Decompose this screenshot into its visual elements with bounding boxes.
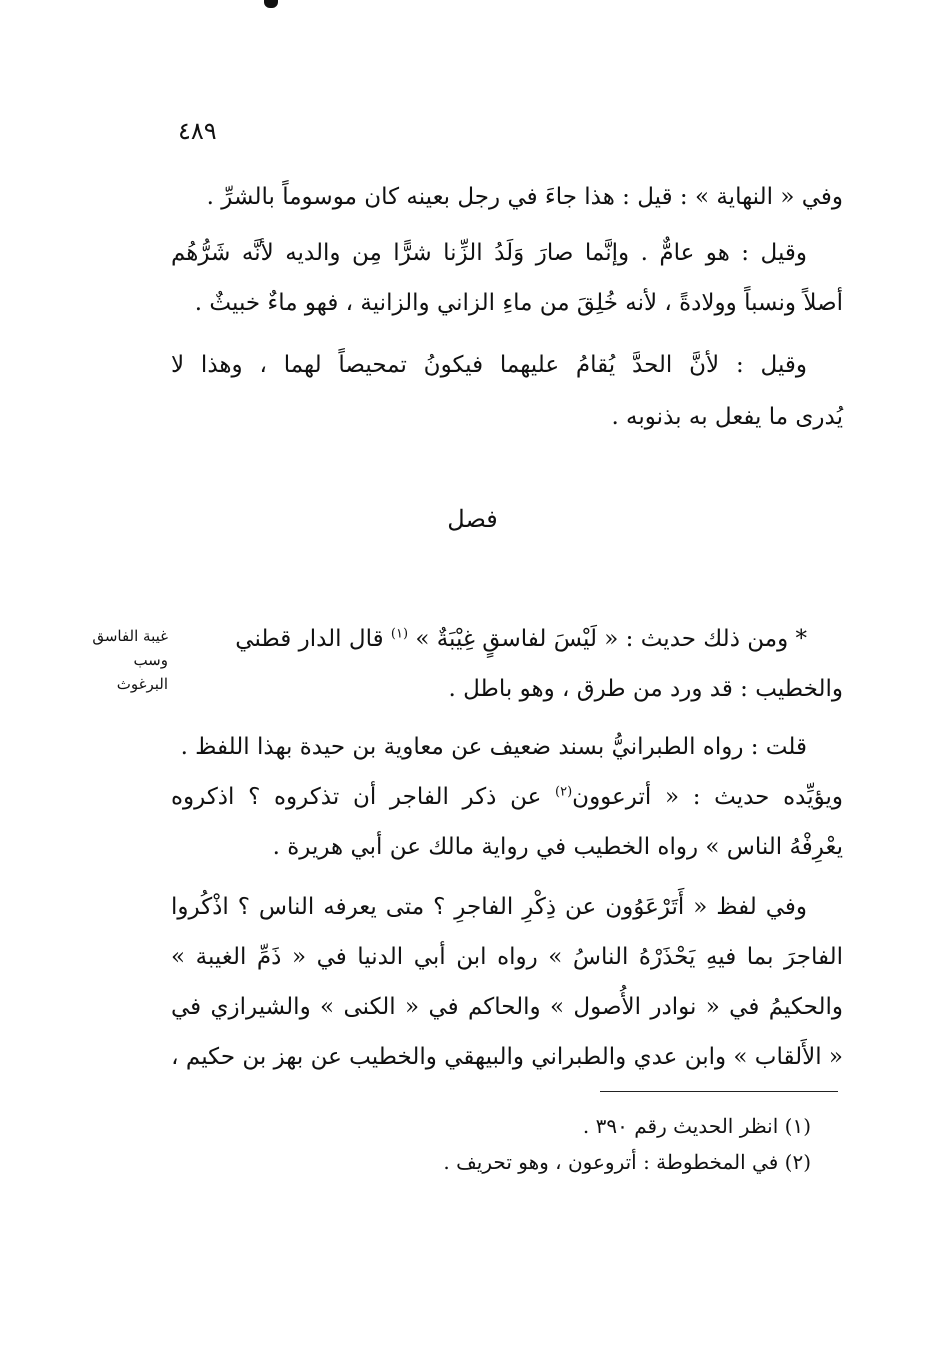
paragraph-6-line-4: « الأَلقاب » وابن عدي والطبراني والبيهقي والخطيب عن بهز بن حكيم ، — [171, 1044, 843, 1070]
paragraph-1-line-1: وفي « النهاية » : قيل : هذا جاءَ في رجل بعينه كان موسوماً بالشرِّ . — [206, 184, 843, 210]
section-heading: فصل — [447, 505, 498, 533]
paragraph-5-line-2 — [171, 782, 843, 812]
paragraph-5-line-2-end: عن ذكر الفاجر أن تذكروه ؟ اذكروه — [171, 784, 556, 810]
footnote-1: (١) انظر الحديث رقم ٣٩٠ . — [582, 1114, 811, 1138]
scan-mark — [264, 0, 278, 8]
paragraph-4-line-2: والخطيب : قد ورد من طرق ، وهو باطل . — [448, 676, 843, 702]
paragraph-6-line-3: والحكيمُ في « نوادر الأُصول » والحاكم في « الكنى » والشيرازي في — [171, 994, 843, 1020]
paragraph-6-line-2: الفاجرَ بما فيهِ يَحْذَرْهُ الناسُ » رواه ابن أبي الدنيا في « ذَمِّ الغيبة » — [171, 944, 843, 970]
paragraph-2-line-1: وقيل : هو عامٌّ . وإنَّما صارَ وَلَدُ الزِّنا شرًّا مِن والديه لأنَّه شَرُّهُم — [171, 240, 807, 266]
paragraph-3-line-1: وقيل : لأنَّ الحدَّ يُقامُ عليهما فيكونُ تمحيصاً لهما ، وهذا لا — [171, 352, 807, 378]
footnote-rule — [600, 1091, 838, 1092]
paragraph-5-line-3: يعْرِفْهُ الناس » رواه الخطيب في رواية مالك عن أبي هريرة . — [272, 834, 843, 860]
paragraph-4-line-1-start: * ومن ذلك حديث : « لَيْسَ لفاسقٍ غِيْبَةٌ » — [408, 626, 807, 652]
margin-note-line-2: وسب — [133, 651, 168, 669]
paragraph-4-line-1 — [171, 624, 807, 654]
page-number: ٤٨٩ — [178, 117, 217, 145]
paragraph-3-line-2: يُدرى ما يفعل به بذنوبه . — [611, 404, 843, 430]
paragraph-5-line-2-start: ويؤيِّده حديث : « أترعوون — [572, 784, 843, 810]
footnote-ref-2: (٢) — [555, 784, 573, 800]
paragraph-5-line-1: قلت : رواه الطبرانيُّ بسند ضعيف عن معاوية بن حيدة بهذا اللفظ . — [180, 734, 807, 760]
footnote-2: (٢) في المخطوطة : أتروعون ، وهو تحريف . — [443, 1150, 811, 1174]
paragraph-2-line-2: أصلاً ونسباً وولادةً ، لأنه خُلِقَ من ماءِ الزاني والزانية ، فهو ماءٌ خبيثٌ . — [194, 290, 843, 316]
margin-note — [82, 624, 168, 696]
paragraph-4-line-1-end: قال الدار قطني — [235, 626, 391, 652]
margin-note-line-1: غيبة الفاسق — [92, 627, 168, 645]
margin-note-line-3: البرغوث — [116, 675, 168, 693]
footnote-ref-1: (١) — [390, 626, 409, 642]
paragraph-6-line-1: وفي لفظ « أَتَرْعَوُون عن ذِكْرِ الفاجرِ ؟ متى يعرفه الناس ؟ اذْكُروا — [171, 894, 807, 920]
